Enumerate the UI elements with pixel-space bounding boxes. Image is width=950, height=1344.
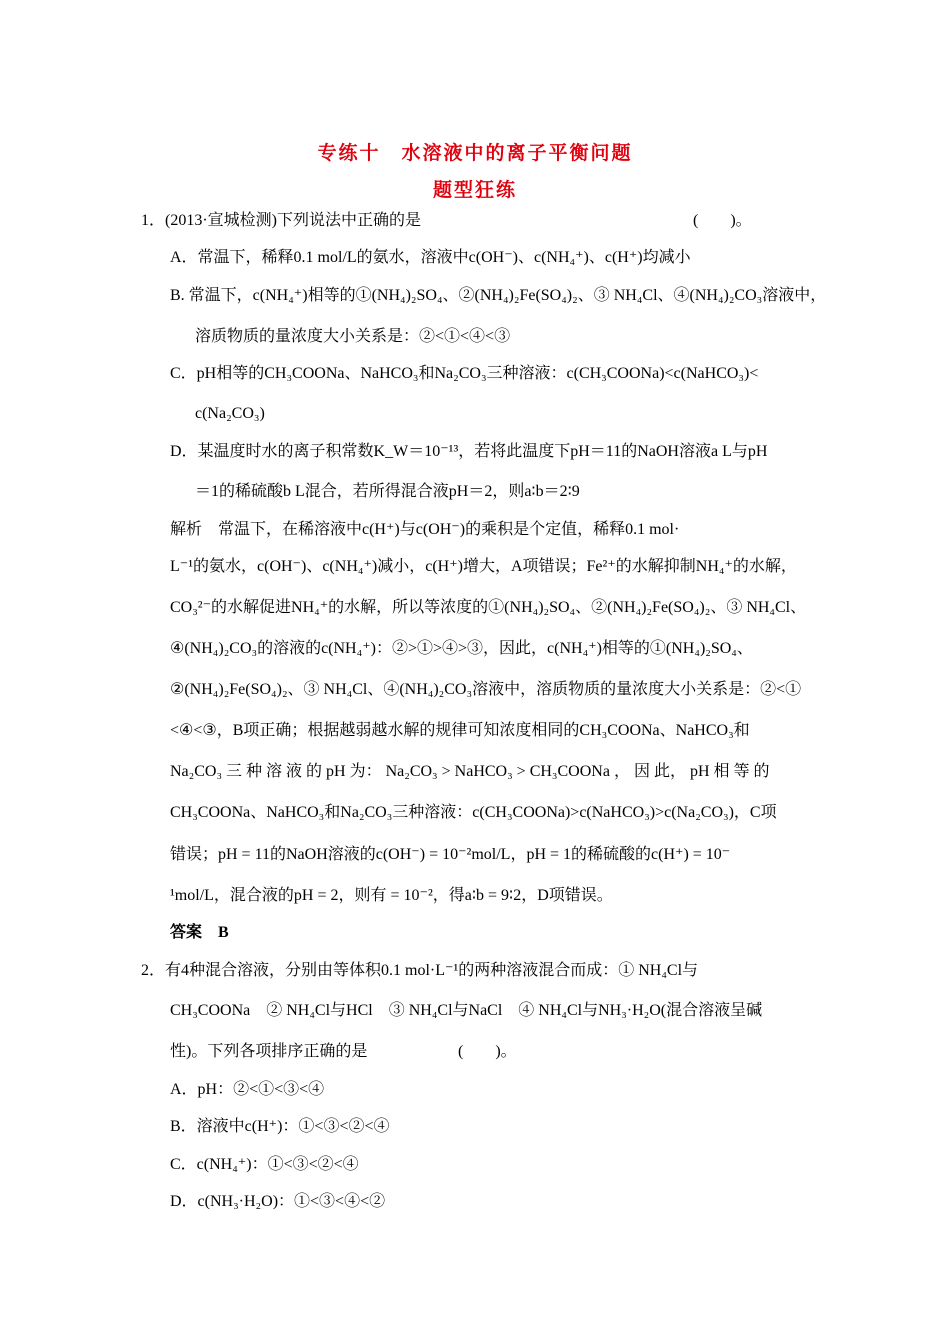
q1-analysis-line: L⁻¹的氨水，c(OH⁻)、c(NH₄⁺)减小，c(H⁺)增大，A项错误；Fe²⁺的水解抑制NH₄⁺的水解， <box>170 558 797 575</box>
q1-analysis-line: ¹mol/L，混合液的pH = 2，则有 = 10⁻²，得a∶b = 9∶2，D项错误。 <box>170 887 613 904</box>
q1-analysis-line: <④<③，B项正确；根据越弱越水解的规律可知浓度相同的CH₃COONa、NaHCO₃和 <box>170 722 750 739</box>
q1-option-d-line1: D．某温度时水的离子积常数K_W＝10⁻¹³，若将此温度下pH＝11的NaOH溶液a L与pH <box>170 443 768 460</box>
q2-option-a: A．pH：②<①<③<④ <box>170 1081 325 1098</box>
q2-option-b: B．溶液中c(H⁺)：①<③<②<④ <box>170 1118 390 1135</box>
q2-option-c: C．c(NH₄⁺)：①<③<②<④ <box>170 1156 359 1173</box>
q2-stem-line2: CH₃COONa ② NH₄Cl与HCl ③ NH₄Cl与NaCl ④ NH₄Cl与NH₃·H₂O(混合溶液呈碱 <box>170 1002 763 1019</box>
q2-stem-line3: 性)。下列各项排序正确的是 <box>170 1043 368 1060</box>
q1-answer: 答案 B <box>170 924 229 941</box>
q1-option-a: A．常温下，稀释0.1 mol/L的氨水，溶液中c(OH⁻)、c(NH₄⁺)、c(H⁺)均减小 <box>170 249 691 266</box>
q2-answer-bracket: ( )。 <box>458 1043 517 1060</box>
q1-option-b-line1: B. 常温下，c(NH₄⁺)相等的①(NH₄)₂SO₄、②(NH₄)₂Fe(SO₄)₂、③ NH₄Cl、④(NH₄)₂CO₃溶液中， <box>170 287 827 304</box>
page-subtitle: 题型狂练 <box>432 179 517 201</box>
q1-analysis-line: 错误；pH = 11的NaOH溶液的c(OH⁻) = 10⁻²mol/L，pH = 1的稀硫酸的c(H⁺) = 10⁻ <box>170 846 731 863</box>
page-title: 专练十 水溶液中的离子平衡问题 <box>317 142 633 164</box>
q1-option-d-line2: ＝1的稀硫酸b L混合，若所得混合液pH＝2，则a∶b＝2∶9 <box>195 483 580 500</box>
q1-analysis-line: CO₃²⁻的水解促进NH₄⁺的水解，所以等浓度的①(NH₄)₂SO₄、②(NH₄)₂Fe(SO₄)₂、③ NH₄Cl、 <box>170 599 807 616</box>
q1-option-b-line2: 溶质物质的量浓度大小关系是：②<①<④<③ <box>195 328 511 345</box>
q1-analysis-line: Na₂CO₃ 三 种 溶 液 的 pH 为： Na₂CO₃ > NaHCO₃ > CH₃COONa ， 因 此， pH 相 等 的 <box>170 763 770 780</box>
q1-analysis-line: 解析 常温下，在稀溶液中c(H⁺)与c(OH⁻)的乘积是个定值，稀释0.1 mol· <box>170 521 680 538</box>
q1-analysis-line: CH₃COONa、NaHCO₃和Na₂CO₃三种溶液：c(CH₃COONa)>c(NaHCO₃)>c(Na₂CO₃)，C项 <box>170 804 777 821</box>
q1-option-c-line2: c(Na₂CO₃) <box>195 405 265 422</box>
q1-answer-bracket: ( )。 <box>693 212 752 229</box>
q1-analysis-line: ④(NH₄)₂CO₃的溶液的c(NH₄⁺)：②>①>④>③，因此，c(NH₄⁺)相等的①(NH₄)₂SO₄、 <box>170 640 753 657</box>
q2-option-d: D．c(NH₃·H₂O)：①<③<④<② <box>170 1193 386 1210</box>
q2-stem-line1: 2．有4种混合溶液，分别由等体积0.1 mol·L⁻¹的两种溶液混合而成：① NH₄Cl与 <box>141 962 699 979</box>
q1-analysis-line: ②(NH₄)₂Fe(SO₄)₂、③ NH₄Cl、④(NH₄)₂CO₃溶液中，溶质物质的量浓度大小关系是：②<① <box>170 681 802 698</box>
q1-option-c-line1: C．pH相等的CH₃COONa、NaHCO₃和Na₂CO₃三种溶液：c(CH₃COONa)<c(NaHCO₃)< <box>170 365 759 382</box>
q1-stem: 1．(2013·宣城检测)下列说法中正确的是 <box>141 212 421 229</box>
